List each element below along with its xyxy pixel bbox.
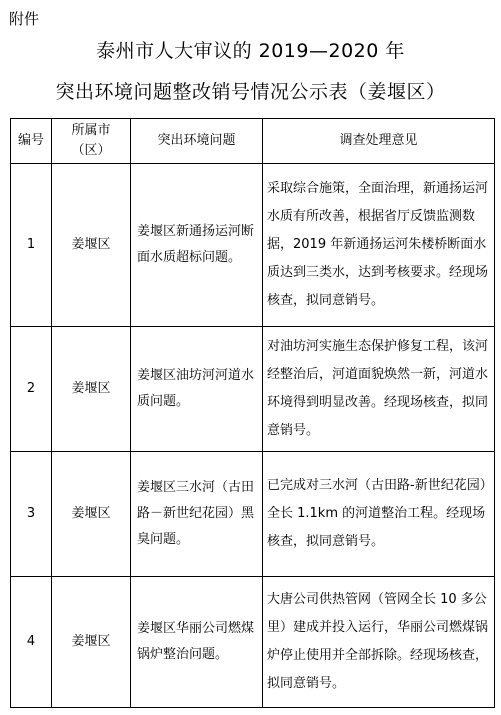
cell-district: 姜堰区: [52, 577, 131, 708]
cell-problem: 姜堰区三水河（古田路－新世纪花园）黑臭问题。: [131, 452, 263, 577]
attachment-label: 附件: [9, 10, 40, 28]
cell-problem: 姜堰区新通扬运河断面水质超标问题。: [131, 164, 263, 327]
cell-district: 姜堰区: [52, 452, 131, 577]
cell-opinion: 对油坊河实施生态保护修复工程，该河经整治后，河道面貌焕然一新，河道水环境得到明显改善。经现场核查，拟同意销号。: [263, 327, 495, 452]
table-row: [11, 327, 495, 452]
cell-no: 3: [11, 452, 52, 577]
cell-no: 2: [11, 327, 52, 452]
table-header-row: [11, 119, 495, 164]
cell-no: 1: [11, 164, 52, 327]
header-district: 所属市（区）: [52, 119, 131, 164]
document-title-line-1: 泰州市人大审议的 2019—2020 年: [96, 40, 405, 62]
cell-no: 4: [11, 577, 52, 708]
table-row: [11, 577, 495, 708]
cell-problem: 姜堰区华丽公司燃煤锅炉整治问题。: [131, 577, 263, 708]
cell-opinion: 采取综合施策，全面治理，新通扬运河水质有所改善，根据省厅反馈监测数据，2019 年新通扬运河朱楼桥断面水质达到三类水，达到考核要求。经现场核查，拟同意销号。: [263, 164, 495, 327]
cell-problem: 姜堰区油坊河河道水质问题。: [131, 327, 263, 452]
table-row: [11, 452, 495, 577]
header-no: 编号: [11, 119, 52, 164]
header-opinion: 调查处理意见: [263, 119, 495, 164]
rectification-table: [10, 118, 495, 708]
cell-district: 姜堰区: [52, 327, 131, 452]
cell-district: 姜堰区: [52, 164, 131, 327]
cell-opinion: 已完成对三水河（古田路-新世纪花园）全长 1.1km 的河道整治工程。经现场核查，拟同意销号。: [263, 452, 495, 577]
document-title-line-2: 突出环境问题整改销号情况公示表（姜堰区）: [55, 81, 446, 103]
header-problem: 突出环境问题: [131, 119, 263, 164]
table-row: [11, 164, 495, 327]
cell-opinion: 大唐公司供热管网（管网全长 10 多公里）建成并投入运行，华丽公司燃煤锅炉停止使用并全部拆除。经现场核查，拟同意销号。: [263, 577, 495, 708]
